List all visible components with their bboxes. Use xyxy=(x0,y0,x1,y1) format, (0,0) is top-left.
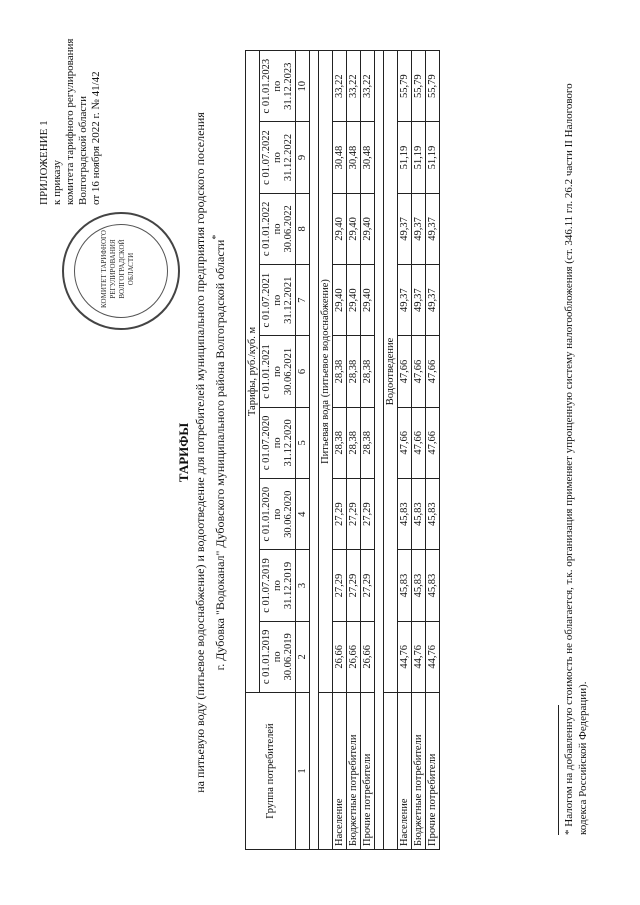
period-header xyxy=(260,336,296,407)
period-line: с 01.07.2021 xyxy=(261,272,272,328)
document-subtitle: на питьевую воду (питьевое водоснабжение) и водоотведение для потребителей муниципального предприятия городского поселения xyxy=(193,112,207,793)
spacer-row xyxy=(375,51,384,850)
column-number: 4 xyxy=(296,479,310,550)
document-title: ТАРИФЫ xyxy=(176,422,191,483)
tariff-value: 45,83 xyxy=(426,479,440,550)
tariff-value: 30,48 xyxy=(333,122,347,193)
column-number: 9 xyxy=(296,122,310,193)
tariff-value: 28,38 xyxy=(333,407,347,478)
period-line: с 01.01.2021 xyxy=(261,344,272,399)
column-number: 2 xyxy=(296,621,310,692)
tariff-value: 47,66 xyxy=(412,336,426,407)
official-seal xyxy=(62,212,180,330)
period-header xyxy=(260,51,296,122)
tariff-value: 28,38 xyxy=(347,407,361,478)
tariff-value: 47,66 xyxy=(398,407,412,478)
tariff-value: 29,40 xyxy=(361,265,375,336)
appendix-block xyxy=(38,15,103,205)
period-line: 31.12.2019 xyxy=(283,561,294,610)
period-header xyxy=(260,550,296,621)
tariff-value: 55,79 xyxy=(412,51,426,122)
period-line: с 01.07.2019 xyxy=(261,558,272,613)
tariff-value: 30,48 xyxy=(347,122,361,193)
table-row xyxy=(398,51,412,850)
column-number: 1 xyxy=(296,693,310,850)
period-line: по xyxy=(272,223,283,235)
tariff-value: 51,19 xyxy=(426,122,440,193)
consumer-group: Население xyxy=(398,693,412,850)
tariff-value: 44,76 xyxy=(426,621,440,692)
tariff-value: 27,29 xyxy=(361,479,375,550)
tariff-value: 29,40 xyxy=(333,265,347,336)
document-subtitle-2 xyxy=(211,0,228,905)
tariff-value: 49,37 xyxy=(398,193,412,264)
tariff-value: 55,79 xyxy=(426,51,440,122)
tariff-value: 44,76 xyxy=(398,621,412,692)
section-row xyxy=(319,51,333,850)
column-number: 7 xyxy=(296,265,310,336)
spacer-cell xyxy=(310,51,319,850)
tariff-header: Тарифы, руб./куб. м xyxy=(246,51,260,693)
period-line: 31.12.2023 xyxy=(283,62,294,110)
section-row xyxy=(384,51,398,850)
column-number: 10 xyxy=(296,51,310,122)
table-row xyxy=(426,51,440,850)
period-line: по xyxy=(272,366,283,377)
footnote: * Налогом на добавленную стоимость не облагается, т.к. организация применяет упрощенную систему налогообложения (ст. 346.11 гл. 26.2 части II Налогового кодекса Российской Федерации). xyxy=(563,83,589,835)
table-row xyxy=(361,51,375,850)
tariff-value: 27,29 xyxy=(333,550,347,621)
column-number: 6 xyxy=(296,336,310,407)
tariff-value: 55,79 xyxy=(398,51,412,122)
tariff-value: 29,40 xyxy=(347,193,361,264)
tariff-value: 26,66 xyxy=(347,621,361,692)
consumer-group: Прочие потребители xyxy=(361,693,375,850)
tariff-value: 47,66 xyxy=(412,407,426,478)
period-line: 31.12.2020 xyxy=(283,419,294,467)
period-line: по xyxy=(272,651,283,663)
tariff-value: 47,66 xyxy=(426,407,440,478)
column-number-row xyxy=(296,51,310,850)
tariff-value: 28,38 xyxy=(333,336,347,407)
footnote-marker: * xyxy=(211,234,222,240)
tariff-value: 49,37 xyxy=(426,265,440,336)
tariff-value: 45,83 xyxy=(426,550,440,621)
footnote-divider xyxy=(558,705,559,835)
period-line: 30.06.2019 xyxy=(283,633,294,681)
table-row xyxy=(412,51,426,850)
tariff-value: 28,38 xyxy=(347,336,361,407)
section-title: Водоотведение xyxy=(384,51,398,693)
section-blank-cell xyxy=(384,693,398,850)
column-number: 3 xyxy=(296,550,310,621)
subtitle-text: г. Дубовка "Водоканал" Дубовского муниципального района Волгоградской области xyxy=(213,239,227,671)
period-line: с 01.01.2019 xyxy=(261,629,272,685)
tariff-value: 47,66 xyxy=(426,336,440,407)
tariff-value: 29,40 xyxy=(361,193,375,264)
tariff-value: 44,76 xyxy=(412,621,426,692)
period-line: с 01.01.2023 xyxy=(261,58,272,114)
period-line: с 01.07.2022 xyxy=(261,130,272,185)
tariff-value: 29,40 xyxy=(347,265,361,336)
tariff-value: 45,83 xyxy=(398,479,412,550)
period-header xyxy=(260,265,296,336)
tariff-value: 45,83 xyxy=(412,479,426,550)
appendix-title: ПРИЛОЖЕНИЕ 1 xyxy=(38,120,50,205)
spacer-row xyxy=(310,51,319,850)
period-line: 31.12.2021 xyxy=(283,276,294,324)
tariff-value: 27,29 xyxy=(347,479,361,550)
tariff-value: 28,38 xyxy=(361,336,375,407)
period-line: по xyxy=(272,152,283,163)
column-number: 8 xyxy=(296,193,310,264)
tariff-value: 26,66 xyxy=(361,621,375,692)
tariff-value: 49,37 xyxy=(398,265,412,336)
group-header: Группа потребителей xyxy=(246,693,296,850)
section-blank-cell xyxy=(319,693,333,850)
period-line: по xyxy=(272,437,283,449)
table-row xyxy=(347,51,361,850)
period-line: 31.12.2022 xyxy=(283,133,294,182)
tariff-value: 49,37 xyxy=(412,265,426,336)
tariff-value: 33,22 xyxy=(361,51,375,122)
period-line: 30.06.2021 xyxy=(283,347,294,396)
appendix-line: комитета тарифного регулирования xyxy=(64,38,76,205)
period-header xyxy=(260,621,296,692)
appendix-line: Волгоградской области xyxy=(77,96,89,205)
consumer-group: Бюджетные потребители xyxy=(412,693,426,850)
spacer-cell xyxy=(375,51,384,850)
tariff-value: 27,29 xyxy=(333,479,347,550)
column-number: 5 xyxy=(296,407,310,478)
table-body xyxy=(310,51,440,850)
tariff-value: 45,83 xyxy=(398,550,412,621)
period-header xyxy=(260,122,296,193)
tariff-value: 47,66 xyxy=(398,336,412,407)
period-line: 30.06.2022 xyxy=(283,205,294,253)
period-line: с 01.01.2022 xyxy=(261,201,272,257)
tariff-table xyxy=(245,50,440,850)
appendix-line: к приказу xyxy=(51,159,63,205)
tariff-value: 27,29 xyxy=(347,550,361,621)
tariff-value: 49,37 xyxy=(412,193,426,264)
period-line: по xyxy=(272,508,283,520)
appendix-date: от 16 ноября 2022 г. № 41/42 xyxy=(90,71,102,205)
period-header xyxy=(260,193,296,264)
tariff-value: 33,22 xyxy=(347,51,361,122)
section-title: Питьевая вода (питьевое водоснабжение) xyxy=(319,51,333,693)
tariff-value: 49,37 xyxy=(426,193,440,264)
tariff-value: 29,40 xyxy=(333,193,347,264)
period-line: по xyxy=(272,294,283,306)
consumer-group: Население xyxy=(333,693,347,850)
period-line: по xyxy=(272,80,283,92)
tariff-value: 30,48 xyxy=(361,122,375,193)
period-header xyxy=(260,479,296,550)
tariff-value: 51,19 xyxy=(398,122,412,193)
tariff-value: 45,83 xyxy=(412,550,426,621)
tariff-value: 28,38 xyxy=(361,407,375,478)
consumer-group: Бюджетные потребители xyxy=(347,693,361,850)
period-line: с 01.01.2020 xyxy=(261,486,272,542)
seal-text: КОМИТЕТ ТАРИФНОГО РЕГУЛИРОВАНИЯ ВОЛГОГРАДСКОЙ ОБЛАСТИ xyxy=(100,230,135,308)
period-line: по xyxy=(272,580,283,591)
period-header xyxy=(260,407,296,478)
period-line: 30.06.2020 xyxy=(283,490,294,538)
period-line: с 01.07.2020 xyxy=(261,415,272,471)
consumer-group: Прочие потребители xyxy=(426,693,440,850)
table-row xyxy=(333,51,347,850)
tariff-value: 27,29 xyxy=(361,550,375,621)
tariff-value: 26,66 xyxy=(333,621,347,692)
tariff-value: 51,19 xyxy=(412,122,426,193)
tariff-value: 33,22 xyxy=(333,51,347,122)
